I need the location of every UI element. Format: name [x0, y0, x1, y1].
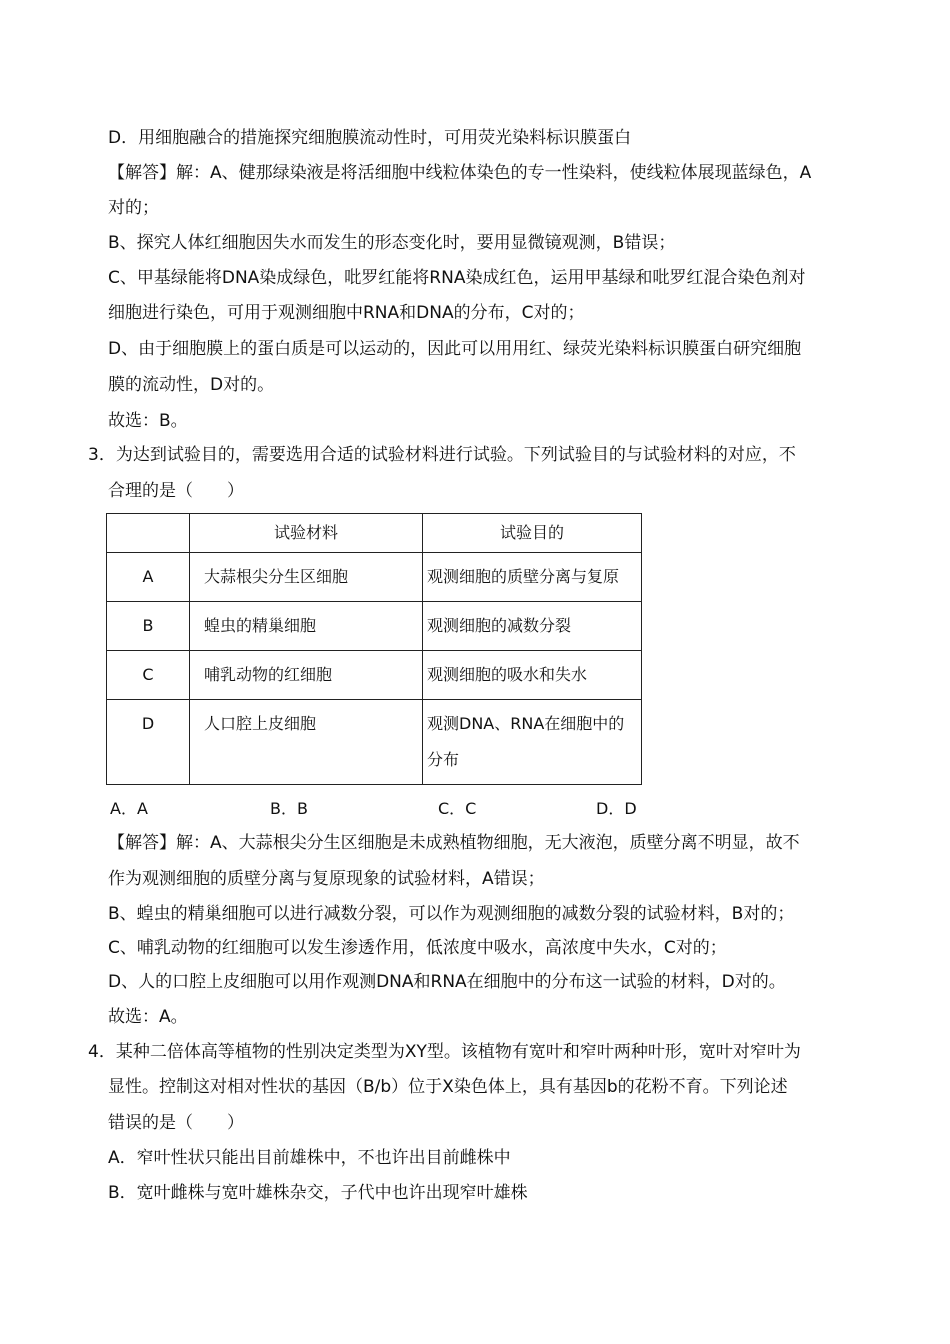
- table-header-purpose: 试验目的: [423, 514, 642, 553]
- row-label: D: [107, 700, 190, 785]
- row-material: 人口腔上皮细胞: [190, 700, 423, 785]
- table-header-blank: [107, 514, 190, 553]
- q2-answer-c-1: C、甲基绿能将DNA染成绿色，吡罗红能将RNA染成红色，运用甲基绿和吡罗红混合染色剂对: [108, 268, 806, 288]
- q4-stem-3: 错误的是（ ）: [108, 1113, 244, 1133]
- q3-answer-d: D、人的口腔上皮细胞可以用作观测DNA和RNA在细胞中的分布这一试验的材料，D对的。: [108, 972, 786, 992]
- q3-stem-2: 合理的是（ ）: [108, 481, 244, 501]
- q2-choice: 故选：B。: [108, 411, 188, 431]
- q3-answer-c: C、哺乳动物的红细胞可以发生渗透作用，低浓度中吸水，高浓度中失水，C对的；: [108, 938, 727, 958]
- row-purpose: 观测细胞的减数分裂: [423, 602, 642, 651]
- table-row: [107, 602, 642, 651]
- q3-answer-b: B、蝗虫的精巢细胞可以进行减数分裂，可以作为观测细胞的减数分裂的试验材料，B对的；: [108, 904, 795, 924]
- q4-option-b: B．宽叶雌株与宽叶雄株杂交，子代中也许出现窄叶雄株: [108, 1183, 528, 1203]
- q2-answer-line-2: 对的；: [108, 198, 159, 218]
- q3-stem-1: 3．为达到试验目的，需要选用合适的试验材料进行试验。下列试验目的与试验材料的对应，不: [88, 445, 796, 465]
- q4-stem-1: 4．某种二倍体高等植物的性别决定类型为XY型。该植物有宽叶和窄叶两种叶形，宽叶对窄叶为: [88, 1042, 801, 1062]
- q3-answer-a-1: 【解答】解：A、大蒜根尖分生区细胞是未成熟植物细胞，无大液泡，质壁分离不明显，故不: [108, 833, 800, 853]
- row-purpose: 观测DNA、RNA在细胞中的分布: [423, 700, 642, 785]
- row-label: C: [107, 651, 190, 700]
- q2-option-d: D．用细胞融合的措施探究细胞膜流动性时，可用荧光染料标识膜蛋白: [108, 128, 632, 148]
- q2-answer-c-2: 细胞进行染色，可用于观测细胞中RNA和DNA的分布，C对的；: [108, 303, 585, 323]
- q4-option-a: A．窄叶性状只能出目前雄株中，不也许出目前雌株中: [108, 1148, 511, 1168]
- q3-option-c: C．C: [438, 799, 477, 818]
- q3-choice: 故选：A。: [108, 1007, 188, 1027]
- q4-stem-2: 显性。控制这对相对性状的基因（B/b）位于X染色体上，具有基因b的花粉不育。下列论述: [108, 1077, 788, 1097]
- row-label: B: [107, 602, 190, 651]
- q3-option-a: A．A: [110, 799, 148, 818]
- q3-answer-a-2: 作为观测细胞的质壁分离与复原现象的试验材料，A错误；: [108, 869, 545, 889]
- q2-answer-line-1: 【解答】解：A、健那绿染液是将活细胞中线粒体染色的专一性染料，使线粒体展现蓝绿色，A: [108, 163, 812, 183]
- table-row: [107, 700, 642, 785]
- table-header-row: [107, 514, 642, 553]
- q2-answer-d-2: 膜的流动性，D对的。: [108, 375, 275, 395]
- q3-option-b: B．B: [270, 799, 308, 818]
- row-label: A: [107, 553, 190, 602]
- row-material: 哺乳动物的红细胞: [190, 651, 423, 700]
- row-purpose: 观测细胞的吸水和失水: [423, 651, 642, 700]
- table-header-material: 试验材料: [190, 514, 423, 553]
- table-row: [107, 651, 642, 700]
- q3-option-d: D．D: [596, 799, 637, 818]
- q3-table: [106, 513, 642, 785]
- table-row: [107, 553, 642, 602]
- row-material: 蝗虫的精巢细胞: [190, 602, 423, 651]
- q2-answer-b: B、探究人体红细胞因失水而发生的形态变化时，要用显微镜观测，B错误；: [108, 233, 676, 253]
- q2-answer-d-1: D、由于细胞膜上的蛋白质是可以运动的，因此可以用用红、绿荧光染料标识膜蛋白研究细胞: [108, 339, 802, 359]
- row-purpose: 观测细胞的质壁分离与复原: [423, 553, 642, 602]
- row-material: 大蒜根尖分生区细胞: [190, 553, 423, 602]
